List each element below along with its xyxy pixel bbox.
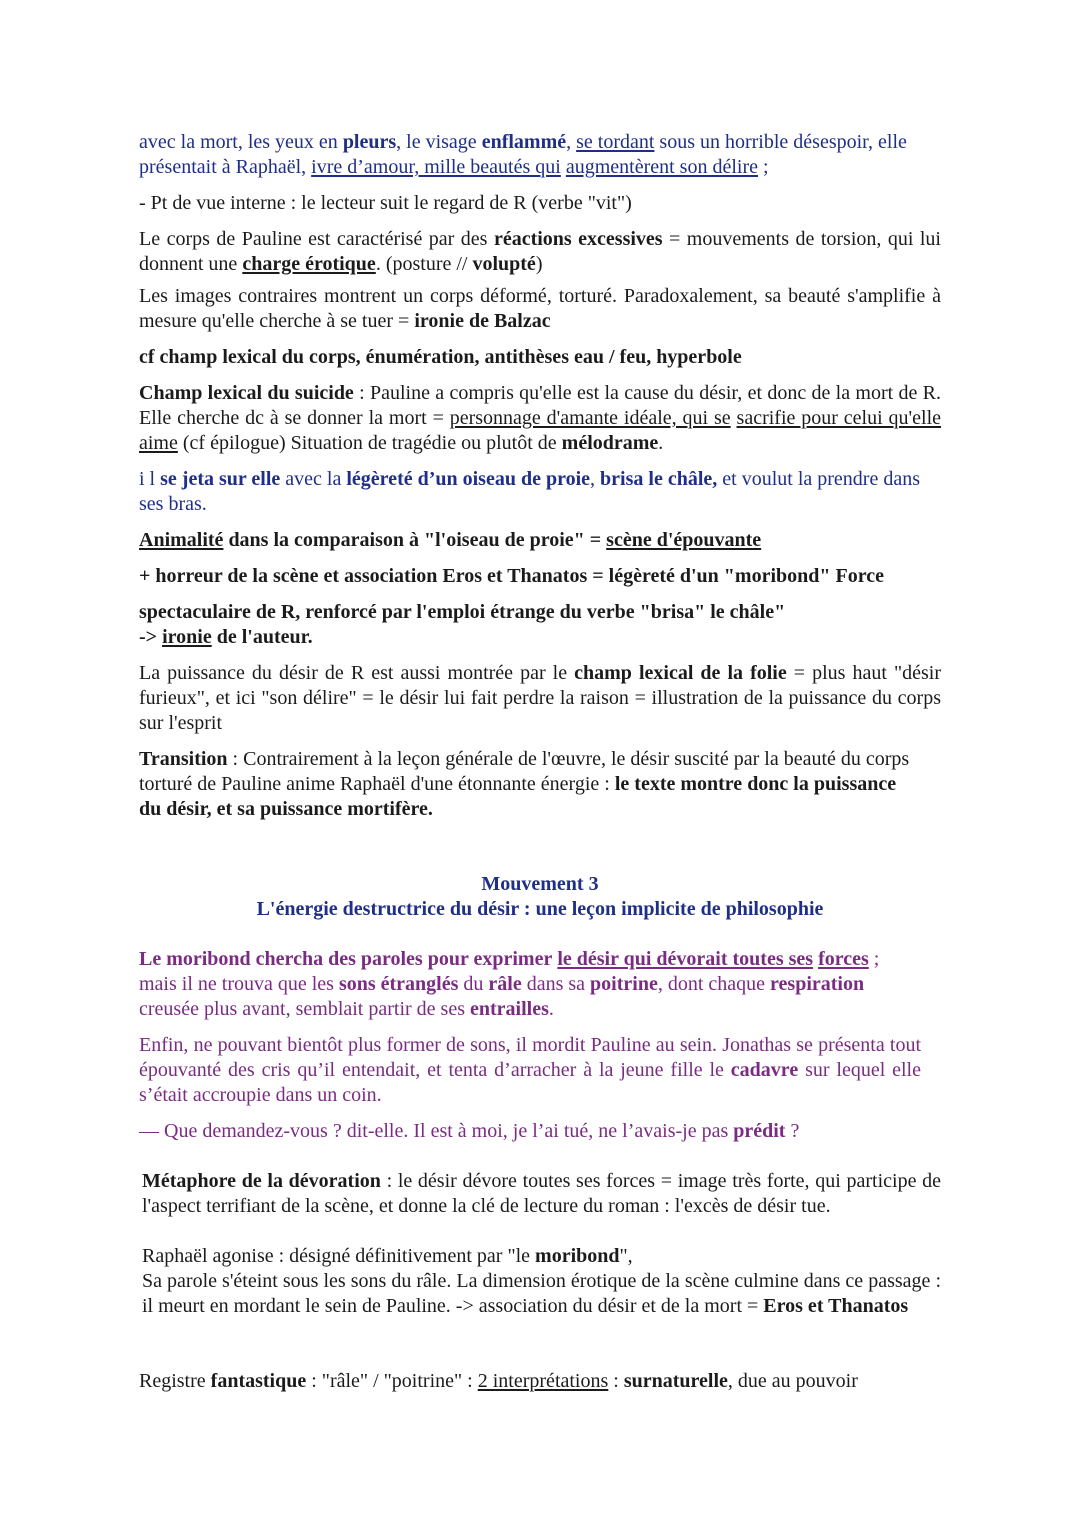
analysis-spectaculaire: spectaculaire de R, renforcé par l'emploi étrange du verbe "brisa" le châle" -> ironie de l'auteur. (139, 601, 786, 648)
transition-paragraph: Transition : Contrairement à la leçon générale de l'œuvre, le désir suscité par la beauté du corps torturé de Pauline anime Raphaël d'une étonnante énergie : le texte montre donc la puissance du désir, et sa puissance mortifère. (139, 748, 910, 820)
analysis-images-contraires: Les images contraires montrent un corps déformé, torturé. Paradoxalement, sa beauté s'amplifie à mesure qu'elle cherche à se tuer = ironie de Balzac (139, 285, 941, 332)
analysis-registre-fantastique: Registre fantastique : "râle" / "poitrine" : 2 interprétations : surnaturelle, due au pouvoir (139, 1370, 858, 1392)
analysis-agonise: Raphaël agonise : désigné définitivement par "le moribond", (142, 1245, 633, 1267)
section-heading-subtitle: L'énergie destructrice du désir : une leçon implicite de philosophie (256, 898, 824, 920)
analysis-champ-lexical-corps: cf champ lexical du corps, énumération, antithèses eau / feu, hyperbole (139, 346, 742, 368)
quote-paragraph-2: i l se jeta sur elle avec la légèreté d’un oiseau de proie, brisa le châle, et voulut la prendre dans ses bras. (139, 468, 920, 515)
analysis-animalite: Animalité dans la comparaison à "l'oiseau de proie" = scène d'épouvante (139, 529, 762, 551)
analysis-champ-lexical-suicide: Champ lexical du suicide : Pauline a compris qu'elle est la cause du désir, et donc de la mort de R. Elle cherche dc à se donner la mort = personnage d'amante idéale, qui se sacrifie pour celui qu'elle aime (cf épilogue) Situation de tragédie ou plutôt de mélodrame. (139, 382, 942, 454)
quote-paragraph-3: Le moribond chercha des paroles pour exprimer le désir qui dévorait toutes ses forces ; mais il ne trouva que les sons étranglés du râle dans sa poitrine, dont chaque respiration creusée plus avant, semblait partir de ses entrailles. (139, 948, 880, 1020)
analysis-metaphore-devoration: Métaphore de la dévoration : le désir dévore toutes ses forces = image très forte, qui participe de l'aspect terrifiant de la scène, et donne la clé de lecture du roman : l'excès de désir tue. (142, 1170, 942, 1217)
analysis-corps-pauline: Le corps de Pauline est caractérisé par des réactions excessives = mouvements de torsion, qui lui donnent une charge érotique. (posture // volupté) (139, 228, 941, 275)
analysis-champ-lexical-folie: La puissance du désir de R est aussi montrée par le champ lexical de la folie = plus haut "désir furieux", et ici "son délire" = le désir lui fait perdre la raison = illustration de la puissance du corps sur l'esprit (139, 662, 942, 734)
analysis-parole-eteint: Sa parole s'éteint sous les sons du râle. La dimension érotique de la scène culmine dans ce passage : il meurt en mordant le sein de Pauline. -> association du désir et de la mort = Eros et Thanatos (142, 1270, 941, 1317)
note-point-de-vue: - Pt de vue interne : le lecteur suit le regard de R (verbe "vit") (139, 192, 632, 214)
quote-paragraph-4: Enfin, ne pouvant bientôt plus former de sons, il mordit Pauline au sein. Jonathas se présenta tout épouvanté des cris qu’il entendait, et tenta d’arracher à la jeune fille le cadavre sur lequel elle s’était accroupie dans un coin. (139, 1034, 921, 1106)
quote-paragraph-1: avec la mort, les yeux en pleurs, le visage enflammé, se tordant sous un horrible désespoir, elle présentait à Raphaël, ivre d’amour, mille beautés qui augmentèrent son délire ; (139, 131, 907, 178)
quote-paragraph-5: — Que demandez-vous ? dit-elle. Il est à moi, je l’ai tué, ne l’avais-je pas prédit ? (139, 1120, 800, 1142)
analysis-horreur: + horreur de la scène et association Eros et Thanatos = légèreté d'un "moribond" Force (139, 565, 884, 587)
section-heading (139, 872, 941, 922)
section-heading-title: Mouvement 3 (481, 873, 599, 895)
